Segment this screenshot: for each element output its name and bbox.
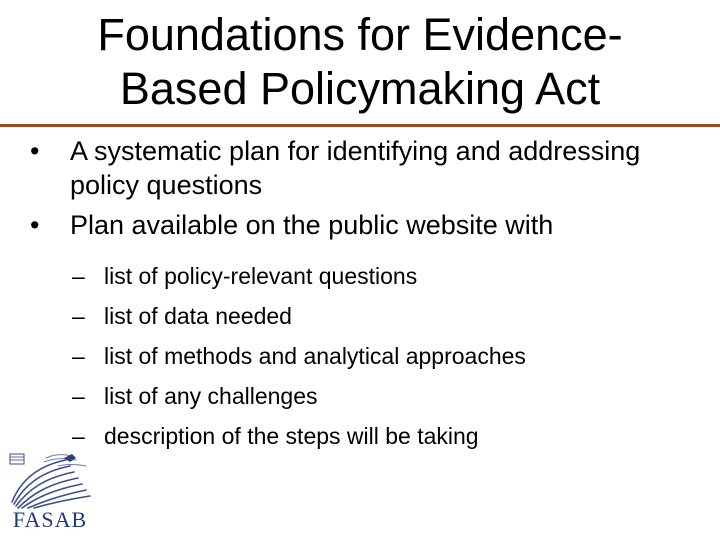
sub-bullet-item bbox=[72, 336, 692, 376]
fasab-eagle-logo-icon bbox=[6, 452, 94, 510]
fasab-logo bbox=[6, 452, 94, 532]
sub-bullet-item bbox=[72, 296, 692, 336]
fasab-logo-text: FASAB bbox=[12, 507, 88, 532]
sub-bullet-marker: – bbox=[72, 423, 85, 449]
sub-bullet-marker: – bbox=[72, 383, 85, 409]
bullet-marker: • bbox=[30, 210, 40, 240]
bullet-list bbox=[30, 134, 710, 248]
sub-bullet-marker: – bbox=[72, 303, 85, 329]
sub-bullet-text: list of policy-relevant questions bbox=[104, 263, 418, 289]
sub-bullet-list bbox=[72, 256, 692, 456]
bullet-text: Plan available on the public website with bbox=[70, 210, 554, 240]
bullet-item bbox=[30, 208, 710, 242]
sub-bullet-marker: – bbox=[72, 343, 85, 369]
bullet-text: A systematic plan for identifying and addressing policy questions bbox=[70, 136, 641, 200]
bullet-marker: • bbox=[30, 136, 40, 166]
sub-bullet-item bbox=[72, 416, 692, 456]
bullet-item bbox=[30, 134, 710, 202]
sub-bullet-text: list of methods and analytical approaches bbox=[104, 343, 526, 369]
sub-bullet-text: list of data needed bbox=[104, 303, 292, 329]
title-line-1: Foundations for Evidence- bbox=[97, 9, 623, 60]
slide-title bbox=[0, 8, 720, 116]
sub-bullet-item bbox=[72, 376, 692, 416]
sub-bullet-marker: – bbox=[72, 263, 85, 289]
title-divider bbox=[0, 124, 720, 127]
sub-bullet-text: description of the steps will be taking bbox=[104, 423, 479, 449]
sub-bullet-item bbox=[72, 256, 692, 296]
title-line-2: Based Policymaking Act bbox=[119, 63, 601, 114]
sub-bullet-text: list of any challenges bbox=[104, 383, 318, 409]
